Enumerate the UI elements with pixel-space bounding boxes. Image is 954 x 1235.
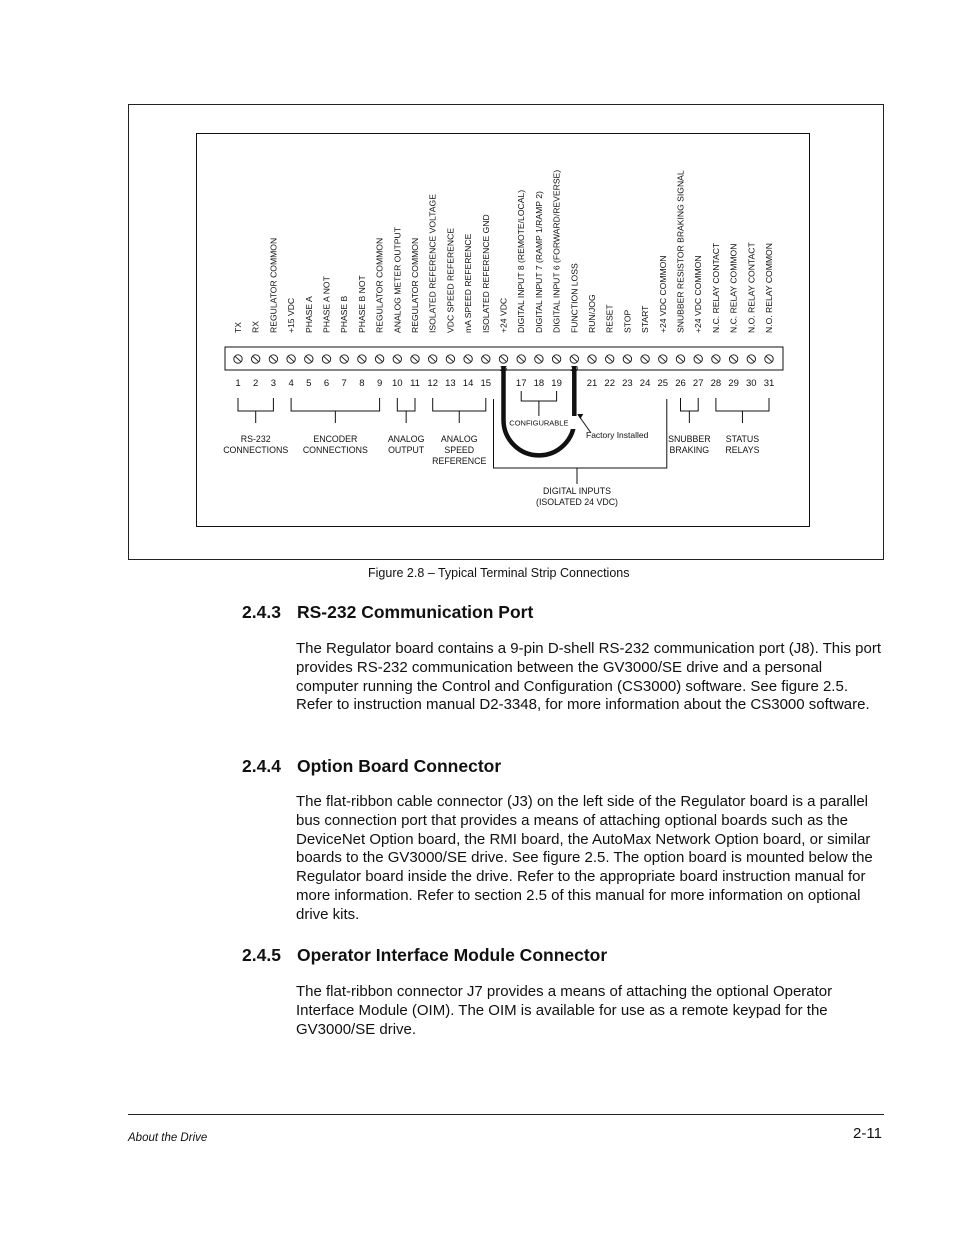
section-number: 2.4.4 xyxy=(242,756,281,776)
section-body-option-board: The flat-ribbon cable connector (J3) on the left side of the Regulator board is a parallel bus connection port that provides a means of attaching optional boards such as the DeviceNet Option board, the RMI board, the AutoMax Network Option board, or similar boards to the GV3000/SE drive. See figure 2.5. The option board is mounted below the Regulator board inside the drive. Refer to the appropriate board instruction manual for more information. Refer to section 2.5 of this manual for more information on optional drive kits. xyxy=(296,793,873,923)
terminal-function-label: FUNCTION LOSS xyxy=(569,263,580,333)
group-label-analog-speed-ref: ANALOG xyxy=(440,434,478,444)
section-title: Option Board Connector xyxy=(297,756,502,776)
jumper-label-20: 20 xyxy=(570,366,579,373)
group-label-encoder: ENCODER xyxy=(313,434,358,444)
section-body-oim: The flat-ribbon connector J7 provides a means of attaching the optional Operator Interface Module (OIM). The OIM is available for use as a remote keypad for the GV3000/SE drive. xyxy=(296,983,833,1038)
terminal-number: 11 xyxy=(410,378,420,389)
terminal-function-label: TX xyxy=(233,322,243,333)
group-label-analog-output: ANALOG xyxy=(387,434,425,444)
group-label-encoder: CONNECTIONS xyxy=(302,445,368,455)
terminal-function-label: ISOLATED REFERENCE VOLTAGE xyxy=(427,194,438,333)
bracket-status-relays xyxy=(716,398,769,423)
terminal-number: 23 xyxy=(622,378,633,389)
terminal-strip-svg xyxy=(196,133,811,527)
terminal-number: 29 xyxy=(728,378,739,389)
terminal-number: 2 xyxy=(253,378,259,389)
terminal-function-label: DIGITAL INPUT 8 (REMOTE/LOCAL) xyxy=(516,189,527,333)
terminal-number: 6 xyxy=(323,378,330,389)
footer-chapter: About the Drive xyxy=(128,1132,208,1144)
terminal-number: 7 xyxy=(341,378,347,389)
terminal-number: 22 xyxy=(604,378,615,389)
group-label-rs232: RS-232 xyxy=(240,434,271,444)
terminal-number: 10 xyxy=(392,378,403,389)
group-label-snubber: BRAKING xyxy=(669,445,710,455)
section-heading-option-board xyxy=(242,756,501,777)
group-label-status-relays: RELAYS xyxy=(725,445,760,455)
digital-inputs-label: (ISOLATED 24 VDC) xyxy=(536,497,618,507)
terminal-function-label: ISOLATED REFERENCE GND xyxy=(480,214,491,333)
section-title: Operator Interface Module Connector xyxy=(297,945,608,965)
terminal-function-label: PHASE A xyxy=(303,296,314,333)
terminal-function-label: DIGITAL INPUT 6 (FORWARD/REVERSE) xyxy=(551,169,562,333)
terminal-number: 17 xyxy=(515,378,527,389)
terminal-function-label: PHASE B NOT xyxy=(356,275,367,333)
section-number: 2.4.3 xyxy=(242,602,281,622)
terminal-number: 27 xyxy=(692,378,704,389)
terminal-number: 21 xyxy=(586,378,598,389)
bracket-digital-inputs xyxy=(494,399,667,484)
terminal-function-label: N.C. RELAY COMMON xyxy=(728,243,739,333)
terminal-function-label: REGULATOR COMMON xyxy=(268,237,279,333)
terminal-function-label: START xyxy=(640,305,651,333)
terminal-function-label: +24 VDC xyxy=(498,297,509,333)
terminal-function-label: SNUBBER RESISTOR BRAKING SIGNAL xyxy=(675,170,686,333)
group-label-analog-output: OUTPUT xyxy=(388,445,425,455)
factory-installed-label: Factory Installed xyxy=(586,430,649,440)
terminal-number: 25 xyxy=(657,378,669,389)
bracket-snubber xyxy=(681,398,699,423)
terminal-function-label: +24 VDC COMMON xyxy=(657,255,668,333)
bracket-analog-output xyxy=(397,398,415,423)
terminal-number: 3 xyxy=(270,378,277,389)
terminal-number: 15 xyxy=(480,378,492,389)
terminal-function-label: mA SPEED REFERENCE xyxy=(463,233,474,333)
terminal-number: 30 xyxy=(746,378,757,389)
terminal-number: 28 xyxy=(710,378,722,389)
terminal-strip-diagram xyxy=(196,133,811,527)
bracket-encoder xyxy=(291,398,380,423)
terminal-function-label: ANALOG METER OUTPUT xyxy=(392,227,403,333)
section-body-rs232: The Regulator board contains a 9-pin D-shell RS-232 communication port (J8). This port provides RS-232 communication between the GV3000/SE drive and a personal computer running the Control and Configuration (CS3000) software. See figure 2.5. Refer to instruction manual D2-3348, for more information about the CS3000 software. xyxy=(296,640,881,714)
terminal-number: 19 xyxy=(551,378,562,389)
terminal-function-label: STOP xyxy=(622,309,633,333)
terminal-function-label: +24 VDC COMMON xyxy=(693,255,704,333)
terminal-number: 31 xyxy=(763,378,775,389)
bracket-analog-speed-ref xyxy=(433,398,486,423)
terminal-number: 1 xyxy=(235,378,241,389)
section-title: RS-232 Communication Port xyxy=(297,602,534,622)
terminal-number: 12 xyxy=(427,378,438,389)
bracket-rs232 xyxy=(238,398,273,423)
terminal-function-label: RUN/JOG xyxy=(587,294,597,333)
group-label-rs232: CONNECTIONS xyxy=(223,445,289,455)
terminal-function-label: N.O. RELAY COMMON xyxy=(764,243,774,333)
section-heading-rs232 xyxy=(242,602,533,623)
footer-rule xyxy=(128,1114,884,1115)
terminal-function-label: N.C. RELAY CONTACT xyxy=(710,242,721,333)
terminal-number: 18 xyxy=(533,378,545,389)
group-label-analog-speed-ref: SPEED xyxy=(444,445,475,455)
group-label-status-relays: STATUS xyxy=(725,434,760,444)
terminal-function-label: RX xyxy=(250,321,261,333)
terminal-function-label: REGULATOR COMMON xyxy=(410,237,420,333)
terminal-function-label: PHASE A NOT xyxy=(321,276,332,333)
terminal-number: 5 xyxy=(306,378,312,389)
jumper-label-16: 16 xyxy=(499,366,508,373)
terminal-function-label: N.O. RELAY CONTACT xyxy=(746,242,757,333)
section-number: 2.4.5 xyxy=(242,945,281,965)
terminal-function-label: PHASE B xyxy=(339,295,350,333)
group-label-snubber: SNUBBER xyxy=(668,434,711,444)
terminal-number: 14 xyxy=(462,378,474,389)
terminal-number: 13 xyxy=(445,378,456,389)
terminal-number: 24 xyxy=(639,378,651,389)
terminal-function-label: +15 VDC xyxy=(286,297,297,333)
terminal-function-label: VDC SPEED REFERENCE xyxy=(445,227,456,333)
terminal-function-label: RESET xyxy=(604,304,615,333)
terminal-number: 4 xyxy=(288,378,294,389)
terminal-number: 9 xyxy=(376,378,383,389)
page-number: 2-11 xyxy=(853,1125,882,1142)
configurable-bracket xyxy=(521,391,556,416)
figure-caption: Figure 2.8 – Typical Terminal Strip Connections xyxy=(368,566,630,580)
section-heading-oim xyxy=(242,945,607,966)
group-label-analog-speed-ref: REFERENCE xyxy=(432,456,487,466)
terminal-function-label: DIGITAL INPUT 7 (RAMP 1/RAMP 2) xyxy=(533,191,544,333)
digital-inputs-label: DIGITAL INPUTS xyxy=(543,486,611,496)
terminal-function-label: REGULATOR COMMON xyxy=(374,237,385,333)
configurable-label: CONFIGURABLE xyxy=(509,418,569,428)
terminal-number: 26 xyxy=(675,378,686,389)
terminal-number: 8 xyxy=(359,378,365,389)
